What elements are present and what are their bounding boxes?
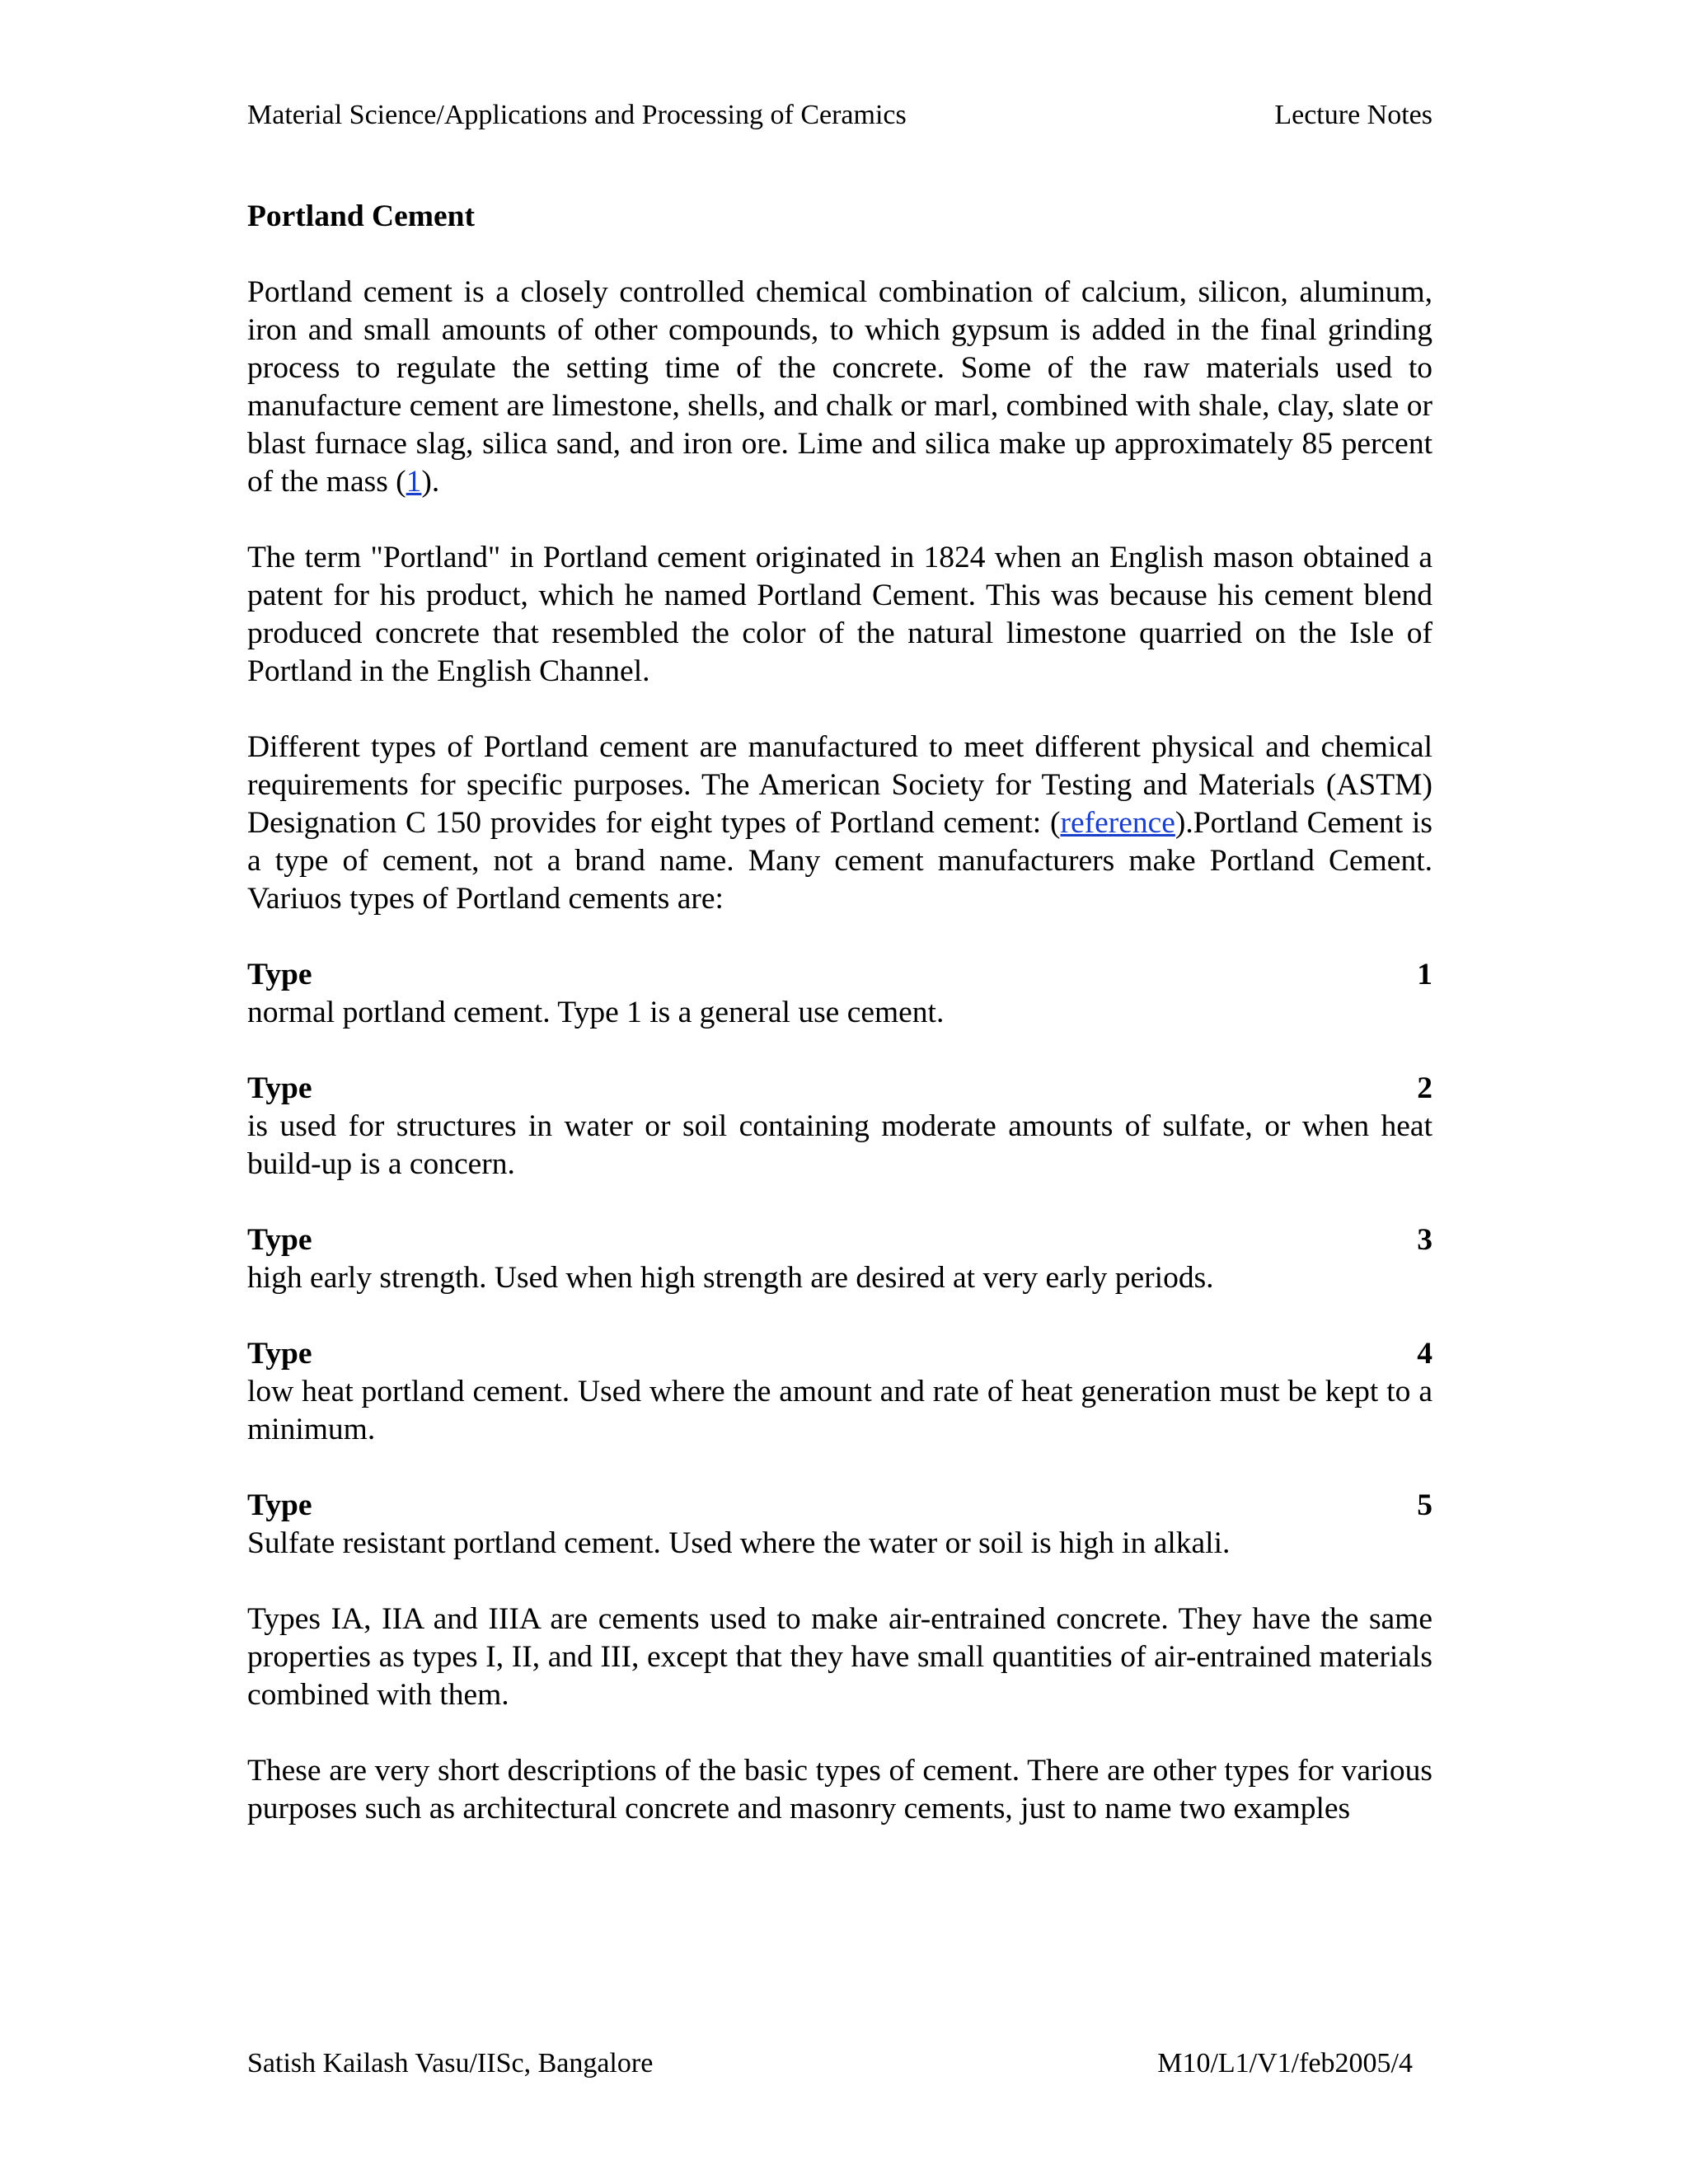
- type-entry-1: [247, 956, 1432, 1032]
- type-entry-5: [247, 1487, 1432, 1563]
- paragraph-composition-text: Portland cement is a closely controlled chemical combination of calcium, silicon, aluminum, iron and small amounts of other compounds, to which gypsum is added in the final grinding process to regulate the setting time of the concrete. Some of the raw materials used to manufacture cement are limestone, shells, and chalk or marl, combined with shale, clay, slate or blast furnace slag, silica sand, and iron ore. Lime and silica make up approximately 85 percent of the mass (: [247, 275, 1432, 499]
- type-number: 2: [1417, 1071, 1432, 1105]
- type-heading: [247, 1221, 1432, 1259]
- type-heading: [247, 1487, 1432, 1525]
- type-description: Sulfate resistant portland cement. Used where the water or soil is high in alkali.: [247, 1526, 1231, 1560]
- type-number: 4: [1417, 1337, 1432, 1371]
- header-lecture-notes: Lecture Notes: [1274, 100, 1432, 130]
- type-description: normal portland cement. Type 1 is a general use cement.: [247, 996, 945, 1029]
- paragraph-astm-text: Different types of Portland cement are manufactured to meet different physical and chemical requirements for specific purposes. The American Society for Testing and Materials (ASTM) Designation C 150 provides for eight types of Portland cement: (: [247, 730, 1432, 840]
- paragraph-other-types: These are very short descriptions of the basic types of cement. There are other types for various purposes such as architectural concrete and masonry cements, just to name two examples: [247, 1754, 1432, 1825]
- type-entry-4: [247, 1335, 1432, 1449]
- paragraph-composition: [247, 274, 1432, 501]
- type-label: Type: [247, 1337, 312, 1371]
- type-heading: [247, 1335, 1432, 1373]
- section-title: Portland Cement: [247, 199, 475, 233]
- type-heading: [247, 956, 1432, 994]
- footer-author: Satish Kailash Vasu/IISc, Bangalore: [247, 2048, 654, 2079]
- footer-page-id: M10/L1/V1/feb2005/4: [1157, 2048, 1413, 2079]
- header-course-title: Material Science/Applications and Processing of Ceramics: [247, 100, 907, 130]
- paragraph-air-entrained: Types IA, IIA and IIIA are cements used to make air-entrained concrete. They have the same properties as types I, II, and III, except that they have small quantities of air-entrained materials combined with them.: [247, 1602, 1432, 1712]
- type-description: low heat portland cement. Used where the amount and rate of heat generation must be kept to a minimum.: [247, 1375, 1432, 1446]
- type-description: is used for structures in water or soil containing moderate amounts of sulfate, or when heat build-up is a concern.: [247, 1109, 1432, 1181]
- type-number: 1: [1417, 958, 1432, 991]
- type-label: Type: [247, 1223, 312, 1257]
- type-label: Type: [247, 1071, 312, 1105]
- paragraph-astm-types: [247, 729, 1432, 918]
- paragraph-composition-end: ).: [421, 465, 440, 499]
- type-label: Type: [247, 958, 312, 991]
- type-label: Type: [247, 1488, 312, 1522]
- type-heading: [247, 1070, 1432, 1108]
- type-number: 3: [1417, 1223, 1432, 1257]
- type-entry-2: [247, 1070, 1432, 1183]
- main-content: [247, 198, 1432, 1866]
- type-number: 5: [1417, 1488, 1432, 1522]
- citation-link-1[interactable]: 1: [406, 465, 422, 499]
- paragraph-history: The term "Portland" in Portland cement originated in 1824 when an English mason obtained a patent for his product, which he named Portland Cement. This was because his cement blend produced concrete that resembled the color of the natural limestone quarried on the Isle of Portland in the English Channel.: [247, 541, 1432, 688]
- type-entry-3: [247, 1221, 1432, 1297]
- reference-link[interactable]: reference: [1060, 806, 1175, 840]
- type-description: high early strength. Used when high strength are desired at very early periods.: [247, 1261, 1214, 1295]
- paragraph-astm-end: ).Portland Cement is a type of cement, not a brand name. Many cement manufacturers make Portland Cement. Variuos types of Portland cements are:: [247, 806, 1432, 916]
